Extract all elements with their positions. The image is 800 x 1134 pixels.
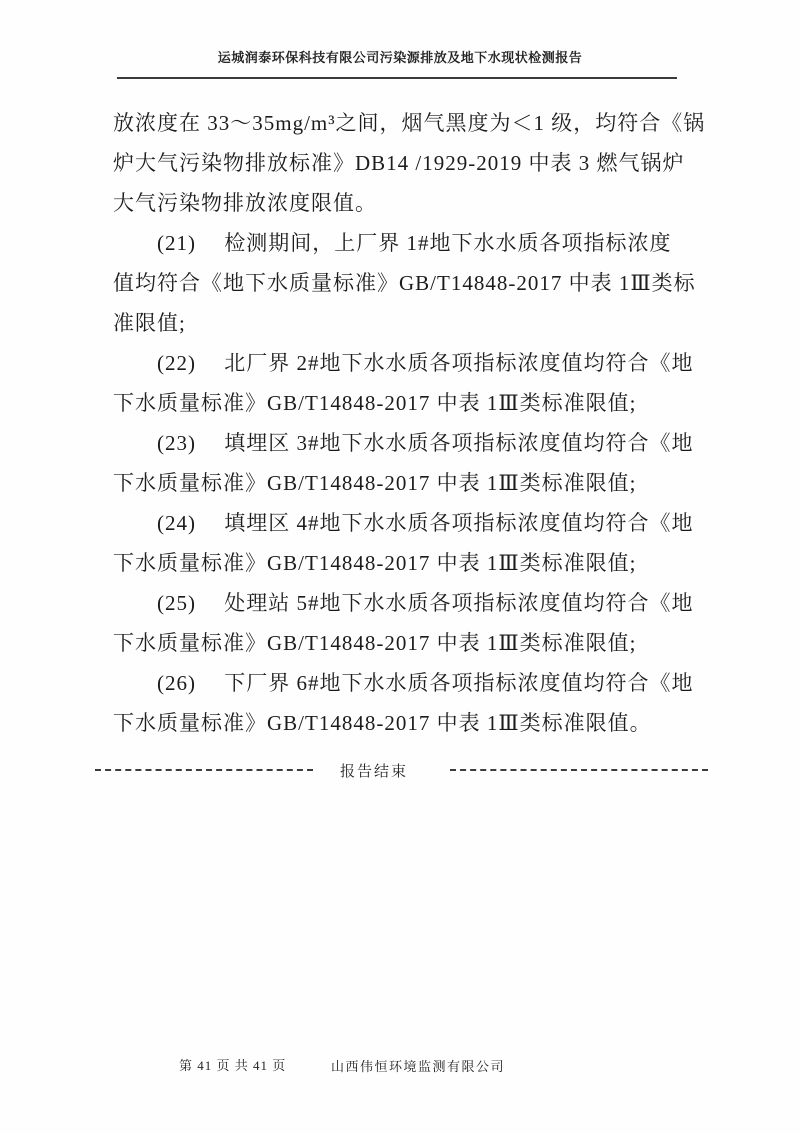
body-text-line: 炉大气污染物排放标准》DB14 /1929-2019 中表 3 燃气锅炉	[113, 151, 685, 175]
body-text-line: 大气污染物排放浓度限值。	[113, 191, 377, 215]
body-text-line: 准限值;	[113, 311, 186, 335]
end-separator-dash-left	[95, 769, 313, 771]
report-end-label: 报告结束	[340, 763, 409, 780]
page-number: 第 41 页 共 41 页	[179, 1058, 287, 1073]
body-text-line: 下水质量标准》GB/T14848-2017 中表 1Ⅲ类标准限值;	[113, 391, 637, 415]
report-header-title: 运城润泰环保科技有限公司污染源排放及地下水现状检测报告	[217, 50, 583, 65]
body-text-line: 下水质量标准》GB/T14848-2017 中表 1Ⅲ类标准限值;	[113, 631, 637, 655]
header-rule	[117, 77, 677, 79]
end-separator-dash-right	[450, 769, 708, 771]
document-body	[113, 103, 706, 743]
body-text-line: (22) 北厂界 2#地下水水质各项指标浓度值均符合《地	[113, 351, 694, 375]
footer-company-name: 山西伟恒环境监测有限公司	[331, 1059, 506, 1074]
body-text-line: 值均符合《地下水质量标准》GB/T14848-2017 中表 1Ⅲ类标	[113, 271, 696, 295]
report-end-separator	[95, 759, 708, 781]
body-text-line: (26) 下厂界 6#地下水水质各项指标浓度值均符合《地	[113, 671, 694, 695]
page-footer	[0, 1055, 800, 1075]
body-text-line: (21) 检测期间，上厂界 1#地下水水质各项指标浓度	[113, 231, 672, 255]
body-text-line: 下水质量标准》GB/T14848-2017 中表 1Ⅲ类标准限值。	[113, 711, 652, 735]
body-text-line: (23) 填埋区 3#地下水水质各项指标浓度值均符合《地	[113, 431, 694, 455]
body-text-line: (24) 填埋区 4#地下水水质各项指标浓度值均符合《地	[113, 511, 694, 535]
body-text-line: 放浓度在 33～35mg/m³之间，烟气黑度为＜1 级，均符合《锅	[113, 111, 706, 135]
body-text-line: (25) 处理站 5#地下水水质各项指标浓度值均符合《地	[113, 591, 694, 615]
body-text-line: 下水质量标准》GB/T14848-2017 中表 1Ⅲ类标准限值;	[113, 471, 637, 495]
body-text-line: 下水质量标准》GB/T14848-2017 中表 1Ⅲ类标准限值;	[113, 551, 637, 575]
